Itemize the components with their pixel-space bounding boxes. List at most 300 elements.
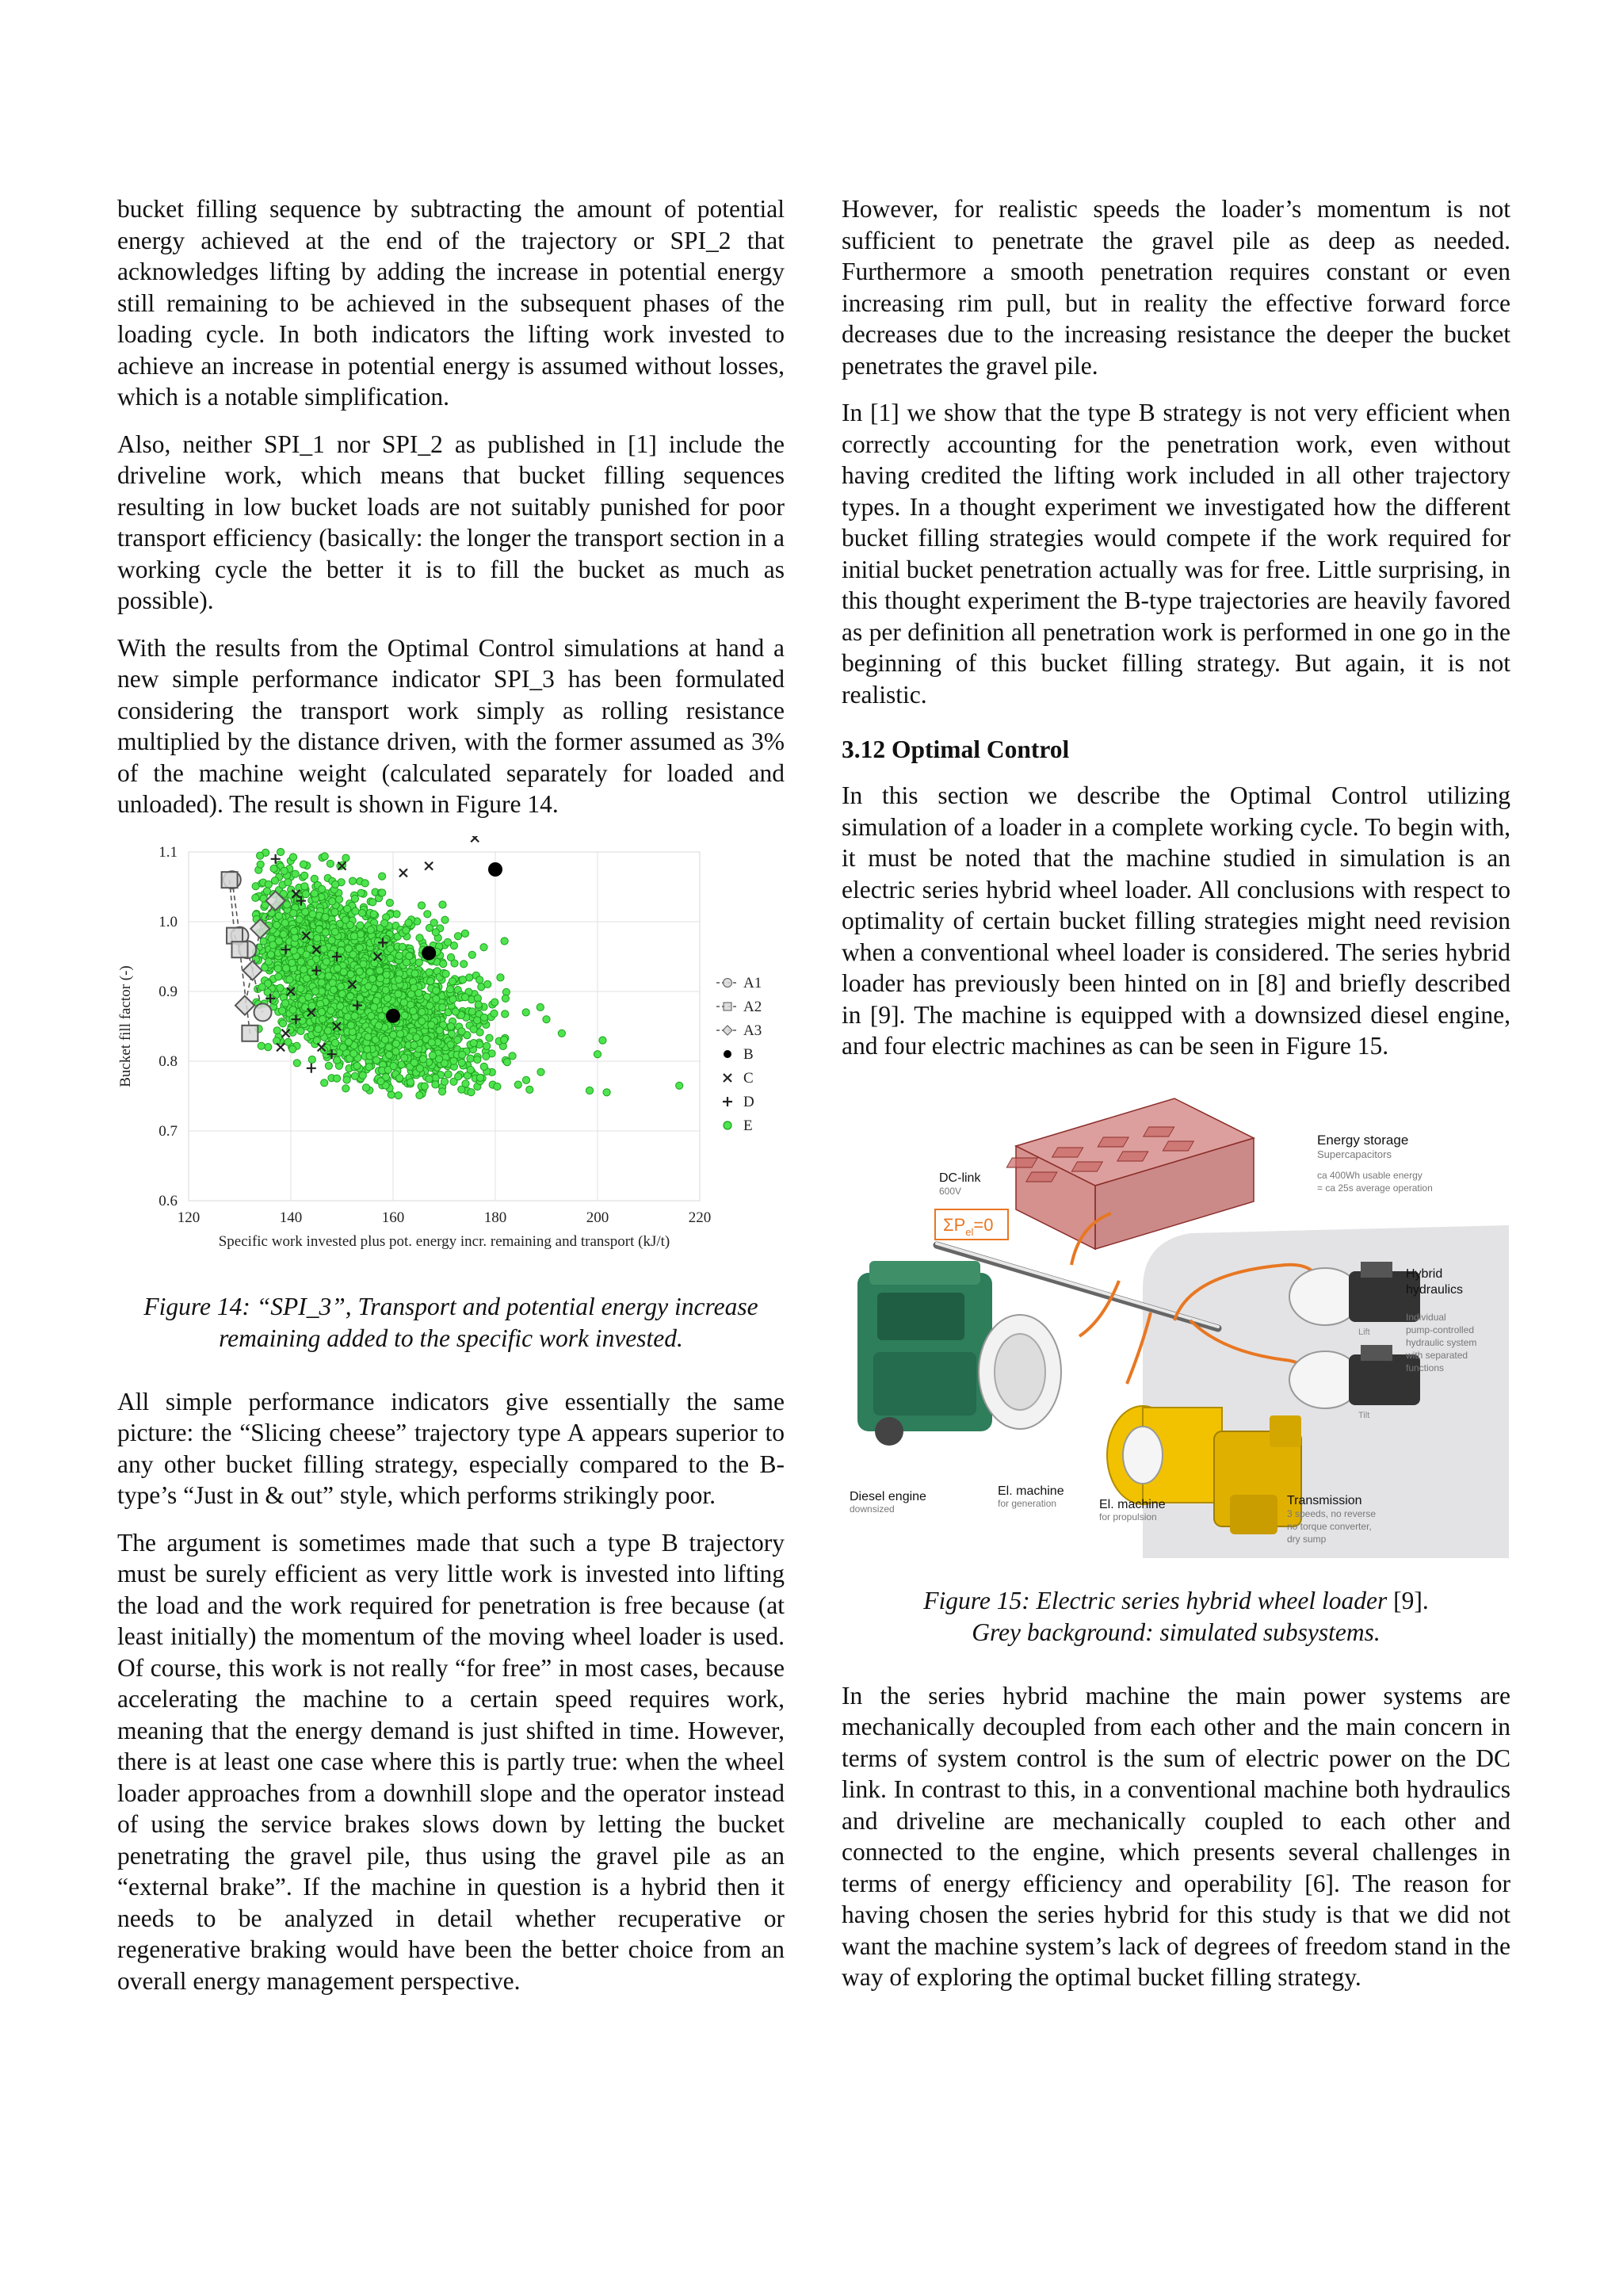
series-E-point [439, 1003, 446, 1010]
series-E-point [349, 1028, 356, 1035]
series-E-point [433, 995, 440, 1002]
transmission-note: 3 speeds, no reverse [1287, 1507, 1377, 1519]
series-E-point [374, 938, 381, 945]
series-E-point [289, 1006, 296, 1013]
series-E-point [301, 872, 308, 879]
series-E-point [258, 983, 265, 990]
series-E-point [297, 957, 304, 965]
legend-label: D [743, 1093, 754, 1110]
series-E-point [347, 992, 354, 999]
series-E-point [426, 1075, 433, 1082]
generator-icon [979, 1315, 1061, 1429]
series-E-point [442, 970, 449, 977]
series-E-point [364, 1045, 371, 1052]
series-E-point [304, 975, 311, 982]
propulsion-machine-icon [1107, 1406, 1222, 1504]
series-E-point [338, 946, 345, 953]
series-E-point [265, 957, 272, 965]
series-E-point [429, 1052, 436, 1059]
series-E-point [418, 901, 425, 908]
legend-marker [724, 1003, 731, 1010]
series-E-point [439, 900, 446, 907]
paragraph: In [1] we show that the type B strategy is not very efficient when correctly accounting for the penetration work, even without having credited the lifting work included in all other trajectory types. In a thought experiment we investigated how the different bucket filling strategies would compete if the work required for initial bucket penetration actually was for free. Little surprising, in this thought experiment the B-type trajectories are heavily favored as per definition all penetration work is performed in one go in the beginning of this bucket filling strategy. But again, it is not realistic. [842, 399, 1510, 709]
hybrid-hydraulics-title: hydraulics [1406, 1282, 1464, 1297]
series-E-point [441, 1078, 448, 1085]
figure-14-caption: Figure 14: “SPI_3”, Transport and potential energy increase remaining added to the specific work invested. [143, 1292, 758, 1352]
figure-15-caption-line2: Grey background: simulated subsystems. [972, 1618, 1381, 1646]
power-sum-equation: =0 [973, 1214, 994, 1235]
series-E-point [300, 965, 307, 972]
series-E-point [379, 873, 386, 880]
series-E-point [392, 1040, 399, 1047]
series-E-point [308, 1056, 315, 1063]
series-E-point [344, 1013, 351, 1020]
series-E-point [497, 973, 504, 980]
el-machine-generation-subtitle: for generation [998, 1497, 1057, 1509]
series-E-point [395, 976, 403, 983]
series-E-point [285, 1038, 292, 1045]
series-E-point [325, 972, 332, 979]
x-tick-label: 160 [381, 1209, 405, 1226]
series-E-point [342, 854, 349, 861]
hydraulics-note: functions [1406, 1362, 1445, 1373]
series-E-point [273, 1026, 281, 1033]
series-E-point [300, 861, 307, 868]
series-E-point [318, 1008, 325, 1015]
series-C-point [425, 861, 433, 869]
series-E-point [480, 1063, 487, 1070]
series-E-point [291, 927, 298, 934]
series-E-point [279, 1019, 286, 1026]
series-E-point [458, 1086, 465, 1093]
series-E-point [324, 1027, 331, 1034]
series-E-point [459, 976, 466, 983]
diesel-engine-title: Diesel engine [850, 1489, 926, 1503]
series-E-point [369, 975, 376, 982]
lift-label: Lift [1358, 1327, 1370, 1337]
section-heading: 3.12 Optimal Control [842, 735, 1070, 763]
y-tick-label: 0.6 [158, 1192, 178, 1209]
series-E-point [338, 990, 346, 997]
series-E-point [401, 1011, 408, 1018]
series-E-point [491, 999, 498, 1006]
series-E-point [257, 861, 264, 868]
series-E-point [361, 879, 369, 886]
series-E-point [440, 960, 447, 967]
series-E-point [362, 1083, 369, 1091]
series-E-point [271, 877, 278, 884]
series-E-point [335, 896, 342, 903]
series-E-point [401, 1054, 408, 1061]
series-E-point [329, 979, 336, 986]
series-E-point [522, 1076, 529, 1083]
series-E-point [432, 928, 439, 935]
series-E-point [263, 887, 270, 894]
series-E-point [301, 882, 308, 889]
series-E-point [419, 1055, 426, 1062]
series-E-point [342, 916, 349, 923]
series-E-point [483, 1042, 491, 1049]
series-E-point [410, 1007, 417, 1014]
series-E-point [426, 968, 433, 976]
series-E-point [357, 922, 364, 929]
series-E-point [390, 1031, 397, 1038]
series-E-point [274, 965, 281, 972]
legend-item [724, 1070, 754, 1087]
figure-15-diagram [842, 1083, 1509, 1558]
legend-item [716, 1022, 762, 1039]
hybrid-loader-diagram [842, 1083, 1509, 1558]
series-E-point [327, 860, 334, 867]
series-E-point [314, 968, 321, 975]
series-E-point [428, 1021, 435, 1028]
series-E-point [323, 957, 330, 965]
series-E-point [392, 1048, 399, 1055]
series-E-point [345, 1038, 352, 1045]
hydraulics-note: with separated [1406, 1349, 1468, 1361]
series-E-point [467, 1055, 474, 1062]
series-E-point [365, 982, 372, 989]
series-E-point [476, 1074, 483, 1081]
el-machine-propulsion-title: El. machine [1099, 1497, 1166, 1511]
series-E-point [416, 934, 423, 941]
x-axis-label: Specific work invested plus pot. energy incr. remaining and transport (kJ/t) [218, 1232, 670, 1250]
series-E-point [459, 1051, 466, 1058]
series-E-point [603, 1088, 610, 1095]
series-E-point [676, 1082, 683, 1089]
series-E-point [292, 870, 299, 877]
energy-storage-note: ca 400Wh usable energy [1317, 1169, 1423, 1181]
series-E-point [282, 999, 289, 1007]
transmission-note: dry sump [1287, 1533, 1327, 1545]
x-tick-label: 220 [688, 1209, 712, 1226]
legend-label: A2 [743, 998, 762, 1015]
legend-label: A3 [743, 1022, 762, 1039]
series-E-point [367, 926, 374, 933]
hybrid-hydraulics-title: Hybrid [1406, 1266, 1443, 1281]
series-E-point [297, 984, 304, 991]
series-E-point [418, 1017, 426, 1024]
series-E-point [309, 910, 316, 917]
series-E-point [350, 932, 357, 939]
series-E-point [450, 1057, 457, 1064]
series-E-point [277, 984, 284, 991]
series-E-point [474, 1016, 481, 1023]
series-E-point [415, 989, 422, 996]
series-E-point [458, 1027, 465, 1034]
paragraph: All simple performance indicators give essentially the same picture: the “Slicing cheese” trajectory type A appears superior to any other bucket filling strategy, especially compared to the B-type’s “Just in & out” style, which performs strikingly poor. [117, 1387, 785, 1509]
hydraulics-note: hydraulic system [1406, 1336, 1477, 1348]
series-E-point [599, 1037, 606, 1044]
series-E-point [281, 919, 288, 926]
series-E-point [460, 960, 468, 967]
series-E-point [330, 1049, 337, 1056]
series-E-point [347, 1022, 354, 1029]
series-E-point [480, 1014, 487, 1021]
series-E-point [351, 1012, 358, 1019]
series-E-point [501, 1036, 508, 1043]
series-E-point [319, 885, 326, 892]
series-E-point [311, 988, 319, 995]
legend-item [716, 975, 762, 991]
legend-item [716, 999, 762, 1015]
series-E-point [384, 994, 391, 1001]
energy-storage-note: = ca 25s average operation [1317, 1182, 1433, 1194]
series-C-point [399, 869, 407, 877]
figure-14-chart [117, 836, 785, 1264]
series-E-point [343, 1075, 350, 1083]
series-E-point [337, 1003, 344, 1010]
series-A2-point [242, 1025, 258, 1041]
series-E-point [428, 1038, 435, 1045]
series-E-point [441, 916, 449, 923]
figure-15-caption-reference: [9]. [1387, 1586, 1429, 1614]
series-E-point [413, 1033, 420, 1041]
series-E-point [452, 1007, 459, 1014]
el-machine-propulsion-subtitle: for propulsion [1099, 1511, 1157, 1522]
series-E-point [393, 910, 400, 917]
series-E-point [365, 1063, 372, 1070]
series-E-point [358, 909, 365, 916]
legend-marker [723, 1097, 732, 1106]
series-E-point [327, 1007, 334, 1014]
series-E-point [444, 938, 451, 946]
series-E-point [329, 897, 336, 904]
series-E-point [282, 965, 289, 972]
series-E-point [334, 1056, 341, 1064]
series-E-point [302, 908, 309, 915]
series-E-point [494, 1083, 501, 1090]
energy-storage-subtitle: Supercapacitors [1317, 1148, 1392, 1160]
series-E-point [411, 1059, 418, 1066]
series-B-point [422, 946, 436, 960]
series-E-point [427, 977, 434, 984]
series-E-point [349, 950, 357, 957]
series-E-point [454, 932, 461, 939]
series-E-point [275, 972, 282, 980]
legend-marker [724, 1050, 731, 1058]
series-E-point [436, 1026, 443, 1033]
series-E-point [395, 952, 403, 959]
series-E-point [396, 1074, 403, 1081]
series-E-point [311, 889, 318, 896]
series-E-point [468, 951, 475, 958]
series-E-point [484, 980, 491, 988]
dc-link-voltage: 600V [939, 1185, 962, 1197]
dc-link-label: DC-link [939, 1171, 981, 1185]
y-tick-label: 0.8 [158, 1052, 178, 1070]
series-E-point [277, 848, 285, 855]
series-E-point [293, 1059, 300, 1066]
series-E-point [447, 1041, 454, 1048]
series-E-point [537, 1003, 544, 1010]
series-E-point [366, 968, 373, 975]
series-E-point [315, 926, 323, 933]
series-E-point [252, 894, 259, 901]
paragraph: The argument is sometimes made that such a type B trajectory must be surely efficient as very little work is invested into lifting the load and the work required for penetration is free because (at least initially) the momentum of the moving wheel loader is used. Of course, this work is not really “for free” in most cases, because accelerating the machine to a certain speed requires work, meaning that the energy demand is just shifted in time. However, there is at least one case where this is partly true: when the wheel loader approaches from a downhill slope and the operator instead of using the service brakes slows down by letting the bucket penetrating the gravel pile, thus using the gravel pile as an “external brake”. If the machine in question is a hybrid then it needs to be analyzed in detail whether recuperative or regenerative braking would have been the better choice from an overall energy management perspective. [117, 1528, 785, 1995]
series-E-point [275, 912, 282, 919]
series-E-point [290, 946, 297, 953]
paragraph: However, for realistic speeds the loader’s momentum is not sufficient to penetrate the gravel pile as deep as needed. Furthermore a smooth penetration requires constant or even increasing rim pull, but in reality the effective forward force decreases due to the increasing resistance the deeper the bucket penetrates the gravel pile. [842, 195, 1510, 380]
series-E-point [439, 1087, 446, 1095]
series-E-point [406, 952, 413, 959]
series-E-point [445, 1070, 452, 1077]
series-E-point [286, 976, 293, 983]
series-E-point [373, 1056, 380, 1064]
series-E-point [470, 1039, 477, 1046]
series-E-point [502, 995, 509, 1002]
series-E-point [321, 852, 328, 859]
series-E-point [334, 1075, 341, 1082]
series-E-point [351, 895, 358, 902]
transmission-title: Transmission [1287, 1493, 1362, 1507]
series-E-point [353, 1062, 361, 1069]
x-tick-label: 140 [279, 1209, 303, 1226]
series-E-point [421, 1083, 428, 1090]
series-E-point [347, 970, 354, 977]
series-E-point [594, 1050, 601, 1057]
y-tick-label: 1.1 [158, 843, 178, 861]
series-E-point [322, 913, 329, 920]
series-E-point [359, 1072, 366, 1079]
series-E-point [405, 919, 412, 926]
series-E-point [400, 999, 407, 1006]
diesel-engine-icon [857, 1261, 992, 1446]
series-E-point [381, 919, 388, 926]
series-A2-point [232, 942, 248, 957]
series-E-point [386, 1051, 393, 1058]
series-E-point [320, 945, 327, 952]
series-E-point [337, 983, 344, 990]
series-E-point [351, 1072, 358, 1079]
figure-15-caption-main: Figure 15: Electric series hybrid wheel loader [923, 1586, 1388, 1614]
series-E-point [586, 1087, 593, 1094]
series-E-point [458, 1059, 465, 1066]
series-E-point [387, 954, 394, 961]
energy-storage-title: Energy storage [1317, 1132, 1409, 1148]
series-E-point [350, 1049, 357, 1056]
series-E-point [411, 969, 418, 976]
series-E-point [269, 941, 277, 948]
series-E-point [382, 986, 389, 993]
series-E-point [386, 899, 393, 906]
series-E-point [302, 890, 309, 897]
legend-label: C [743, 1069, 754, 1087]
series-E-point [370, 1003, 377, 1010]
transmission-note: no torque converter, [1287, 1520, 1372, 1532]
series-E-point [279, 1007, 286, 1014]
series-A2-point [222, 872, 238, 888]
y-axis-label: Bucket fill factor (-) [117, 965, 134, 1087]
y-tick-label: 0.7 [158, 1122, 178, 1140]
series-E-point [325, 1062, 332, 1069]
series-E-point [344, 905, 351, 912]
series-E-point [502, 1010, 509, 1017]
series-E-point [558, 1030, 565, 1037]
series-E-point [522, 1008, 529, 1015]
series-E-point [258, 1042, 265, 1049]
series-E-point [349, 877, 356, 884]
series-E-point [314, 934, 321, 942]
series-E-point [385, 1043, 392, 1050]
hydraulics-note: pump-controlled [1406, 1324, 1475, 1335]
series-E-point [447, 953, 454, 961]
series-E-point [321, 1079, 328, 1086]
series-E-point [468, 1088, 475, 1095]
series-E-point [480, 943, 487, 950]
series-E-point [424, 910, 431, 917]
series-E-point [454, 1036, 461, 1043]
series-E-point [289, 1045, 296, 1052]
series-D-point [307, 1063, 316, 1072]
series-E-point [265, 1043, 272, 1050]
series-E-point [503, 1058, 510, 1065]
paragraph: With the results from the Optimal Control simulations at hand a new simple performance indicator SPI_3 has been formulated considering the transport work simply as rolling resistance multiplied by the distance driven, with the former assumed as 3% of the machine weight (calculated separately for loaded and unloaded). The result is shown in Figure 14. [117, 633, 785, 818]
y-tick-label: 1.0 [158, 913, 178, 930]
series-E-point [328, 936, 335, 943]
series-E-point [461, 930, 468, 937]
series-E-point [285, 878, 292, 885]
series-E-point [331, 928, 338, 935]
x-tick-label: 120 [177, 1209, 200, 1226]
series-E-point [289, 853, 296, 860]
series-E-point [379, 888, 386, 896]
series-E-point [356, 968, 363, 975]
legend-marker [724, 978, 732, 987]
series-E-point [375, 1022, 382, 1029]
hydraulics-note: Individual [1406, 1311, 1446, 1323]
series-A1-point [254, 1003, 272, 1021]
series-E-point [357, 889, 365, 896]
el-machine-generation-title: El. machine [998, 1484, 1064, 1498]
series-E-point [330, 986, 337, 993]
series-E-point [305, 993, 312, 1000]
series-E-point [468, 1007, 475, 1014]
series-E-point [352, 907, 359, 915]
x-tick-label: 200 [586, 1209, 609, 1226]
series-E-point [470, 1026, 477, 1033]
right-column [842, 193, 1510, 2009]
series-E-point [365, 1033, 372, 1040]
x-tick-label: 180 [483, 1209, 507, 1226]
series-E-point [395, 990, 402, 997]
series-E-point [483, 1052, 490, 1060]
series-E-point [270, 865, 277, 872]
y-tick-label: 0.9 [158, 983, 178, 1000]
series-E-point [331, 908, 338, 915]
series-E-point [475, 1001, 482, 1008]
power-sum-symbol: ΣP [943, 1214, 966, 1235]
series-E-point [273, 921, 281, 928]
legend-label: A1 [743, 974, 762, 991]
diesel-engine-subtitle: downsized [850, 1503, 895, 1515]
legend-marker [723, 1026, 732, 1035]
paragraph: In this section we describe the Optimal Control utilizing simulation of a loader in a complete working cycle. To begin with, it must be noted that the machine studied in simulation is an electric series hybrid wheel loader. All conclusions with respect to optimality of certain bucket filling strategies might need revision when a conventional wheel loader is considered. The series hybrid loader has previously been hinted on in [8] and briefly described in [9]. The machine is equipped with a downsized diesel engine, and four electric machines as can be seen in Figure 15. [842, 781, 1510, 1060]
left-column [117, 193, 785, 2012]
series-E-point [455, 1072, 462, 1079]
series-E-point [449, 977, 456, 984]
series-E-point [415, 958, 422, 965]
series-A3-point [235, 995, 254, 1014]
series-E-point [474, 1056, 481, 1063]
series-E-point [315, 1025, 322, 1032]
power-sum-subscript: el [965, 1225, 974, 1238]
series-E-point [432, 1080, 439, 1087]
series-E-point [387, 945, 394, 952]
legend-marker [724, 1074, 731, 1082]
paragraph: bucket filling sequence by subtracting the amount of potential energy achieved at the end of the trajectory or SPI_2 that acknowledges lifting by adding the increase in potential energy still remaining to be achieved in the subsequent phases of the loading cycle. In both indicators the lifting work invested to achieve an increase in potential energy is assumed without losses, which is a notable simplification. [117, 195, 785, 411]
series-B-point [386, 1008, 400, 1022]
